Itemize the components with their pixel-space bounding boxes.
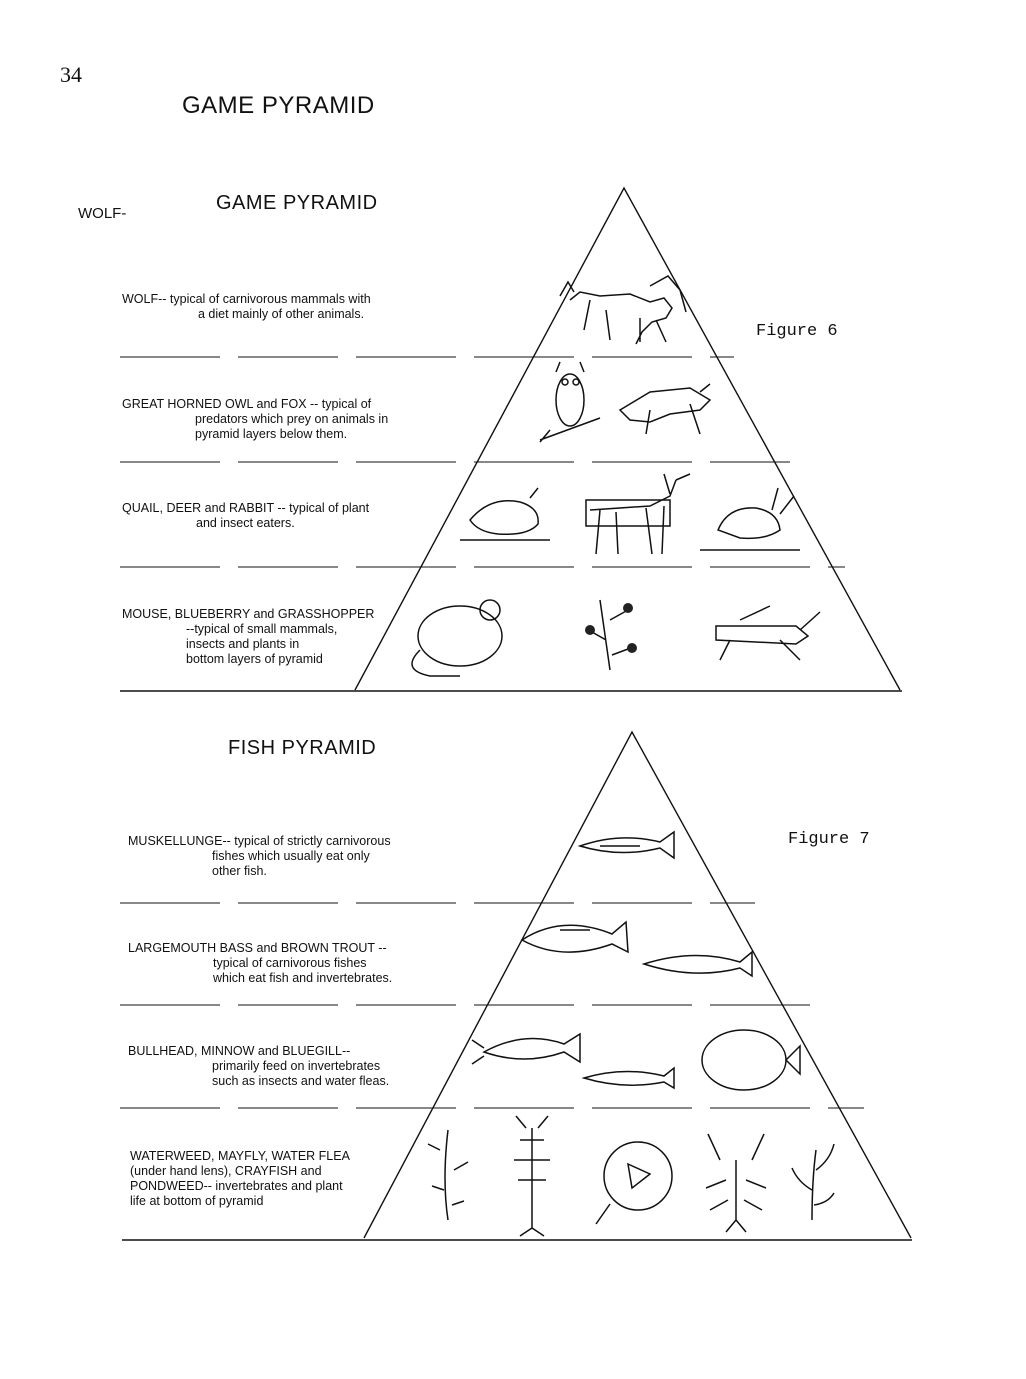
rabbit-icon	[700, 488, 800, 550]
game-level-4-description	[122, 607, 374, 667]
bluegill-icon	[702, 1030, 800, 1090]
game-level-1-head: WOLF-- typical of carnivorous mammals with	[122, 292, 371, 306]
deer-icon	[586, 474, 690, 554]
fish-level-4-description	[130, 1149, 350, 1209]
game-level-1-description	[122, 292, 371, 322]
game-level-2-head: GREAT HORNED OWL and FOX -- typical of	[122, 397, 372, 411]
page-number: 34	[60, 62, 82, 87]
fish-level-4-head: WATERWEED, MAYFLY, WATER FLEA	[130, 1149, 350, 1163]
mayfly-icon	[514, 1116, 550, 1236]
trout-icon	[644, 952, 752, 976]
fish-level-2-body: typical of carnivorous fishes which eat fish and invertebrates.	[213, 956, 393, 985]
game-level-1-body: a diet mainly of other animals.	[198, 307, 365, 321]
fish-level-2-description	[128, 941, 392, 986]
owl-icon	[540, 362, 600, 442]
fish-level-1-head: MUSKELLUNGE-- typical of strictly carnivorous	[128, 834, 391, 848]
water-flea-icon	[596, 1142, 672, 1224]
fish-figure-label: Figure 7	[788, 830, 870, 849]
minnow-icon	[584, 1068, 674, 1088]
fish-level-2-head: LARGEMOUTH BASS and BROWN TROUT --	[128, 941, 387, 955]
blueberry-icon	[585, 600, 637, 670]
game-figure-label: Figure 6	[756, 322, 838, 341]
fish-level-4-body: (under hand lens), CRAYFISH and PONDWEED-- invertebrates and plant life at bottom of pyramid	[130, 1164, 343, 1208]
mouse-icon	[412, 600, 502, 676]
fish-level-3-head: BULLHEAD, MINNOW and BLUEGILL--	[128, 1044, 351, 1058]
fish-pyramid-title: FISH PYRAMID	[228, 737, 377, 759]
game-level-2-description	[122, 397, 388, 442]
game-level-3-head: QUAIL, DEER and RABBIT -- typical of plant	[122, 501, 370, 515]
bass-icon	[522, 922, 628, 952]
game-level-3-description	[122, 501, 369, 531]
game-level-4-head: MOUSE, BLUEBERRY and GRASSHOPPER	[122, 607, 375, 621]
fox-icon	[620, 384, 710, 434]
waterweed-icon	[428, 1130, 468, 1220]
game-level-4-body: --typical of small mammals, insects and plants in bottom layers of pyramid	[186, 622, 338, 666]
wolf-icon	[560, 276, 686, 344]
muskellunge-icon	[580, 832, 674, 858]
fish-level-1-body: fishes which usually eat only other fish.	[212, 849, 370, 878]
side-label: WOLF-	[78, 205, 127, 222]
page-title: GAME PYRAMID	[182, 92, 375, 119]
grasshopper-icon	[716, 606, 820, 660]
pondweed-icon	[792, 1144, 834, 1220]
fish-level-3-body: primarily feed on invertebrates such as insects and water fleas.	[212, 1059, 390, 1088]
fish-level-1-description	[128, 834, 391, 879]
bullhead-icon	[472, 1034, 580, 1064]
fish-level-3-description	[128, 1044, 389, 1089]
game-level-2-body: predators which prey on animals in pyramid layers below them.	[195, 412, 389, 441]
quail-icon	[460, 488, 550, 540]
crayfish-icon	[706, 1134, 766, 1232]
game-level-3-body: and insect eaters.	[196, 516, 295, 530]
game-pyramid-title: GAME PYRAMID	[216, 192, 378, 214]
